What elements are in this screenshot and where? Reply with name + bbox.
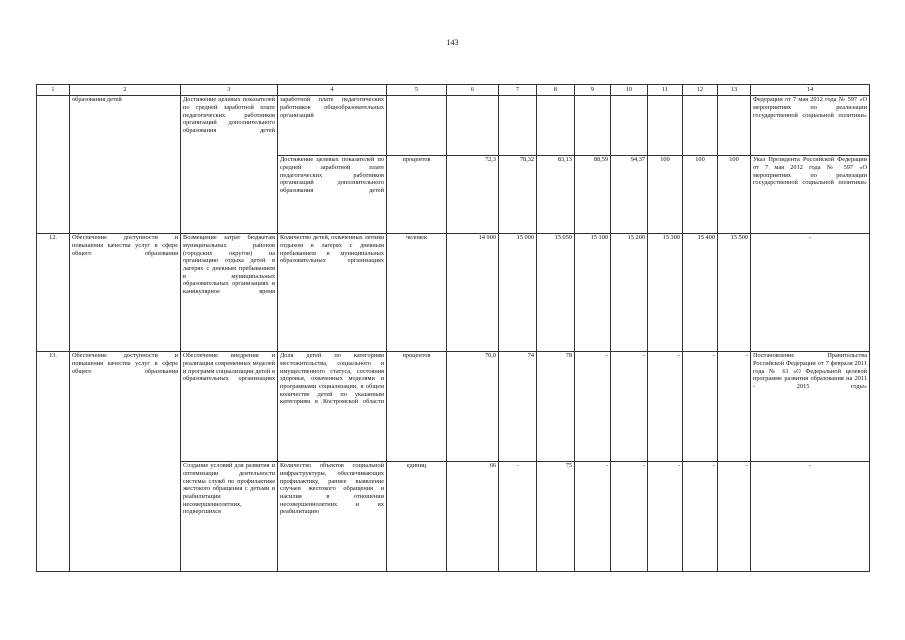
header-cell: 6 xyxy=(447,85,499,96)
cell-measure: Достижение целевых показателей по средней заработной плате педагогических работников организаций дополнительного образования детей xyxy=(181,95,278,233)
cell-value: 15 000 xyxy=(499,233,537,351)
cell-value: 88,59 xyxy=(575,155,611,233)
cell-value: - xyxy=(648,351,683,461)
cell-task: Обеспечение доступности и повышения качества услуг в сфере общего образования xyxy=(70,351,181,571)
cell-indicator: Достижение целевых показателей по средней заработной плате педагогических работников организаций дополнительного образования детей xyxy=(278,155,387,233)
cell-value: 78 xyxy=(537,351,575,461)
cell-number xyxy=(37,95,70,233)
cell-value: 75 xyxy=(537,461,575,571)
cell-value: 15 050 xyxy=(537,233,575,351)
header-cell: 10 xyxy=(611,85,648,96)
header-cell: 4 xyxy=(278,85,387,96)
cell-value: - xyxy=(683,461,718,571)
table-row xyxy=(37,233,870,351)
header-cell: 9 xyxy=(575,85,611,96)
cell-value: 83,13 xyxy=(537,155,575,233)
cell-basis: - xyxy=(751,233,870,351)
table-row xyxy=(37,95,870,155)
cell-indicator: Доля детей по категориям местожительства, социального и имущественного статуса, состояния здоровья, охваченных моделями и программами социализации, в общем количестве детей по указанным категориям в Костромской области xyxy=(278,351,387,461)
cell-measure: Обеспечение внедрения и реализация современных моделей и программ социализации детей в образовательных организациях xyxy=(181,351,278,461)
cell-value xyxy=(537,95,575,155)
header-cell: 14 xyxy=(751,85,870,96)
cell-unit: единиц xyxy=(387,461,447,571)
cell-value: - xyxy=(611,461,648,571)
header-cell: 11 xyxy=(648,85,683,96)
header-cell: 7 xyxy=(499,85,537,96)
cell-basis: Указ Президента Российской Федерации от 7 мая 2012 года № 597 «О мероприятиях по реализации государственной социальной политики» xyxy=(751,155,870,233)
cell-value: - xyxy=(648,461,683,571)
cell-value: 70,0 xyxy=(447,351,499,461)
cell-value: - xyxy=(718,351,751,461)
cell-unit xyxy=(387,95,447,155)
header-cell: 1 xyxy=(37,85,70,96)
cell-basis: Федерации от 7 мая 2012 года № 597 «О мероприятиях по реализации государственной социальной политики» xyxy=(751,95,870,155)
header-cell: 3 xyxy=(181,85,278,96)
cell-indicator: заработной плате педагогических работников общеобразовательных организаций xyxy=(278,95,387,155)
cell-value xyxy=(648,95,683,155)
cell-value: 15 100 xyxy=(575,233,611,351)
cell-value xyxy=(447,95,499,155)
cell-value: 66 xyxy=(447,461,499,571)
page-number: 143 xyxy=(446,38,459,47)
header-row xyxy=(37,85,870,96)
cell-value: - xyxy=(611,351,648,461)
header-cell: 8 xyxy=(537,85,575,96)
cell-value: 100 xyxy=(683,155,718,233)
table-row xyxy=(37,351,870,461)
header-cell: 13 xyxy=(718,85,751,96)
cell-value: 78,32 xyxy=(499,155,537,233)
cell-value: 72,3 xyxy=(447,155,499,233)
cell-measure: Возмещение затрат бюджетам муниципальных районов (городских округов) на организацию отдыха детей в лагерях с дневным пребыванием в муниципальных образовательных организациях в каникулярное время xyxy=(181,233,278,351)
cell-value: - xyxy=(575,351,611,461)
header-cell: 12 xyxy=(683,85,718,96)
cell-task: Обеспечение доступности и повышения качества услуг в сфере общего образования xyxy=(70,233,181,351)
cell-value: 74 xyxy=(499,351,537,461)
measures-table xyxy=(36,84,870,572)
cell-value: 15 500 xyxy=(718,233,751,351)
header-cell: 2 xyxy=(70,85,181,96)
cell-value: 15 200 xyxy=(611,233,648,351)
cell-basis: Постановление Правительства Российской Федерации от 7 февраля 2011 года № 61 «О Федеральной целевой программе развития образования на 2011 - 2015 годы» xyxy=(751,351,870,461)
cell-value xyxy=(499,95,537,155)
cell-unit: процентов xyxy=(387,155,447,233)
cell-value xyxy=(718,95,751,155)
cell-value xyxy=(575,95,611,155)
cell-value: - xyxy=(718,461,751,571)
cell-unit: процентов xyxy=(387,351,447,461)
cell-value: 94,37 xyxy=(611,155,648,233)
cell-value: - xyxy=(575,461,611,571)
cell-unit: человек xyxy=(387,233,447,351)
cell-value: 100 xyxy=(648,155,683,233)
cell-value: - xyxy=(499,461,537,571)
cell-value xyxy=(611,95,648,155)
cell-task: образования детей xyxy=(70,95,181,233)
cell-number: 13. xyxy=(37,351,70,571)
cell-number: 12. xyxy=(37,233,70,351)
cell-value: 15 400 xyxy=(683,233,718,351)
cell-value: 100 xyxy=(718,155,751,233)
cell-value xyxy=(683,95,718,155)
cell-value: - xyxy=(683,351,718,461)
cell-indicator: Количество объектов социальной инфраструктуры, обеспечивающих профилактику, раннее выявление случаев жестокого обращения и насилия в отношении несовершеннолетних и их реабилитацию xyxy=(278,461,387,571)
cell-value: 14 900 xyxy=(447,233,499,351)
cell-basis: - xyxy=(751,461,870,571)
cell-indicator: Количество детей, охваченных летним отдыхом в лагерях с дневным пребыванием в муниципальных образовательных организациях xyxy=(278,233,387,351)
cell-value: 15 300 xyxy=(648,233,683,351)
cell-measure: Создание условий для развития и оптимизации деятельности системы служб по профилактике жестокого обращения с детьми и реабилитации несовершеннолетних, подвергшихся xyxy=(181,461,278,571)
header-cell: 5 xyxy=(387,85,447,96)
